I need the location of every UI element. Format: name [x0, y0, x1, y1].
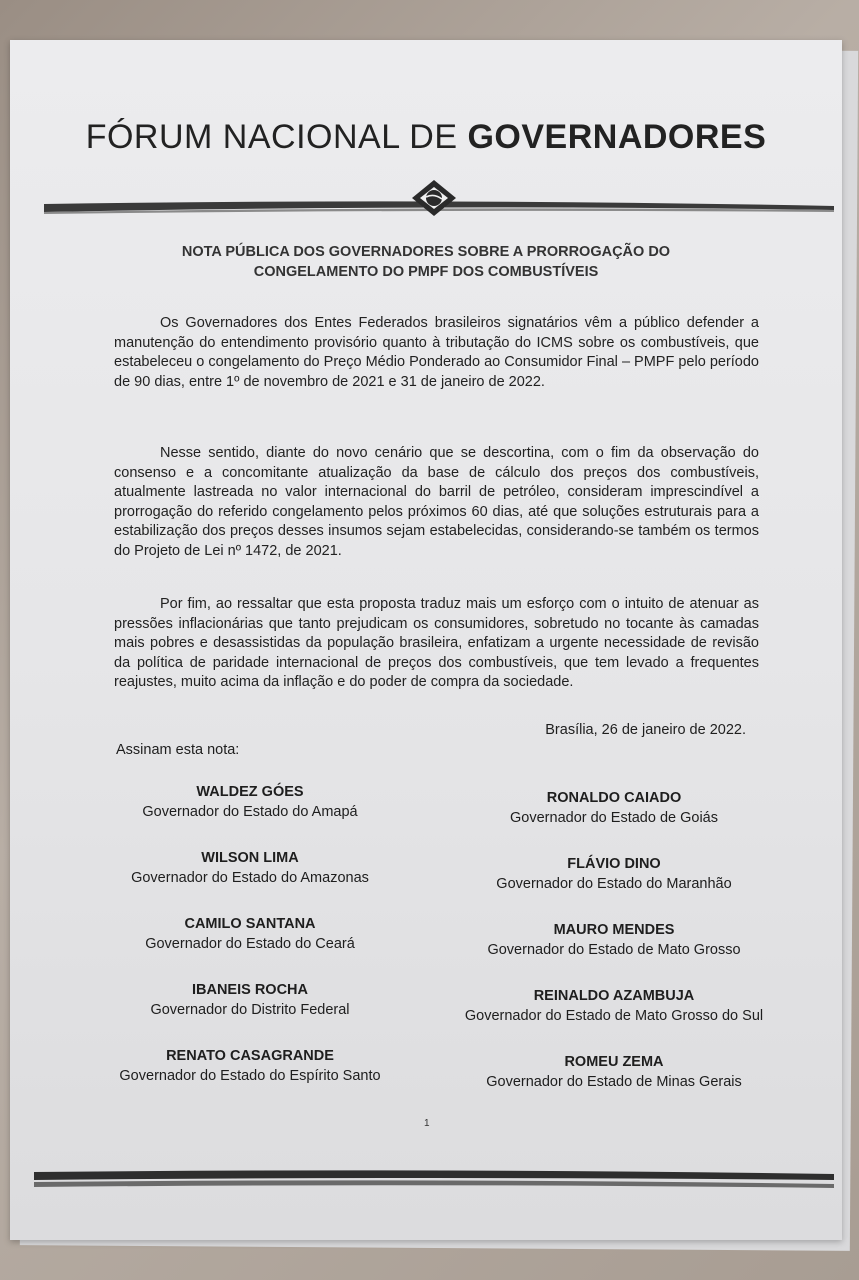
header-title-bold: GOVERNADORES	[467, 118, 767, 156]
signer-waldez-goes	[80, 782, 420, 822]
paragraph-2: Nesse sentido, diante do novo cenário que se descortina, com o fim da observação do consenso e a concomitante atualização da base de cálculo dos preços dos combustíveis, atualmente lastreada no valor internacional do barril de petróleo, consideram imprescindível a prorrogação do referido congelamento pelos próximos 60 dias, até que soluções estruturais para a estabilização dos preços desses insumos sejam estabelecidas, considerando-se também os termos do Projeto de Lei nº 1472, de 2021.	[114, 445, 759, 559]
signer-role: Governador do Estado do Ceará	[145, 936, 355, 952]
page-number: 1	[424, 1118, 430, 1129]
footer-decorative-bar	[34, 1168, 834, 1194]
document-page	[10, 40, 842, 1240]
signer-role: Governador do Estado do Amazonas	[131, 870, 369, 886]
signer-role: Governador do Estado de Goiás	[510, 810, 718, 826]
signer-camilo-santana	[80, 914, 420, 954]
signer-name: WALDEZ GÓES	[196, 784, 304, 800]
signer-name: IBANEIS ROCHA	[191, 982, 308, 998]
signer-role: Governador do Estado do Amapá	[142, 804, 358, 820]
document-date: Brasília, 26 de janeiro de 2022.	[545, 722, 746, 738]
note-title-line-2: CONGELAMENTO DO PMPF DOS COMBUSTÍVEIS	[253, 264, 599, 280]
signer-ibaneis-rocha	[80, 980, 420, 1020]
signer-wilson-lima	[80, 848, 420, 888]
signer-name: ROMEU ZEMA	[564, 1054, 664, 1070]
signer-name: REINALDO AZAMBUJA	[533, 988, 695, 1004]
signer-romeu-zema	[444, 1052, 784, 1092]
signatures-intro: Assinam esta nota:	[116, 742, 240, 758]
header-title-light: FÓRUM NACIONAL DE	[85, 118, 468, 156]
signer-renato-casagrande	[80, 1046, 420, 1086]
signer-name: RONALDO CAIADO	[546, 790, 682, 806]
signer-role: Governador do Distrito Federal	[150, 1002, 350, 1018]
paragraph-3: Por fim, ao ressaltar que esta proposta traduz mais um esforço com o intuito de atenuar as pressões inflacionárias que tanto prejudicam os consumidores, sobretudo no tocante às camadas mais pobres e desassistidas da população brasileira, enfatizam a urgente necessidade de revisão da política de paridade internacional de preços dos combustíveis, que tem levado a frequentes reajustes, muito acima da inflação e do poder de compra da sociedade.	[114, 596, 759, 690]
paragraph-1: Os Governadores dos Entes Federados brasileiros signatários vêm a público defender a manutenção do entendimento provisório quanto à tributação do ICMS sobre os combustíveis, que estabeleceu o congelamento do Preço Médio Ponderado ao Consumidor Final – PMPF pelo período de 90 dias, entre 1º de novembro de 2021 e 31 de janeiro de 2022.	[114, 315, 759, 390]
signer-name: RENATO CASAGRANDE	[166, 1048, 334, 1064]
signer-role: Governador do Estado do Maranhão	[496, 876, 732, 892]
signer-name: MAURO MENDES	[553, 922, 675, 938]
signer-name: CAMILO SANTANA	[184, 916, 316, 932]
note-title-line-1: NOTA PÚBLICA DOS GOVERNADORES SOBRE A PRORROGAÇÃO DO	[181, 244, 671, 260]
signer-name: WILSON LIMA	[201, 850, 299, 866]
signer-role: Governador do Estado do Espírito Santo	[119, 1068, 381, 1084]
brazil-flag-logo-icon	[408, 172, 460, 224]
forum-header-title	[10, 118, 842, 157]
signer-mauro-mendes	[444, 920, 784, 960]
signer-role: Governador do Estado de Minas Gerais	[486, 1074, 742, 1090]
signer-name: FLÁVIO DINO	[567, 856, 661, 872]
signer-ronaldo-caiado	[444, 788, 784, 828]
signer-role: Governador do Estado de Mato Grosso do Sul	[464, 1008, 764, 1024]
signer-flavio-dino	[444, 854, 784, 894]
signer-role: Governador do Estado de Mato Grosso	[487, 942, 741, 958]
note-title	[10, 242, 842, 282]
signer-reinaldo-azambuja	[444, 986, 784, 1026]
